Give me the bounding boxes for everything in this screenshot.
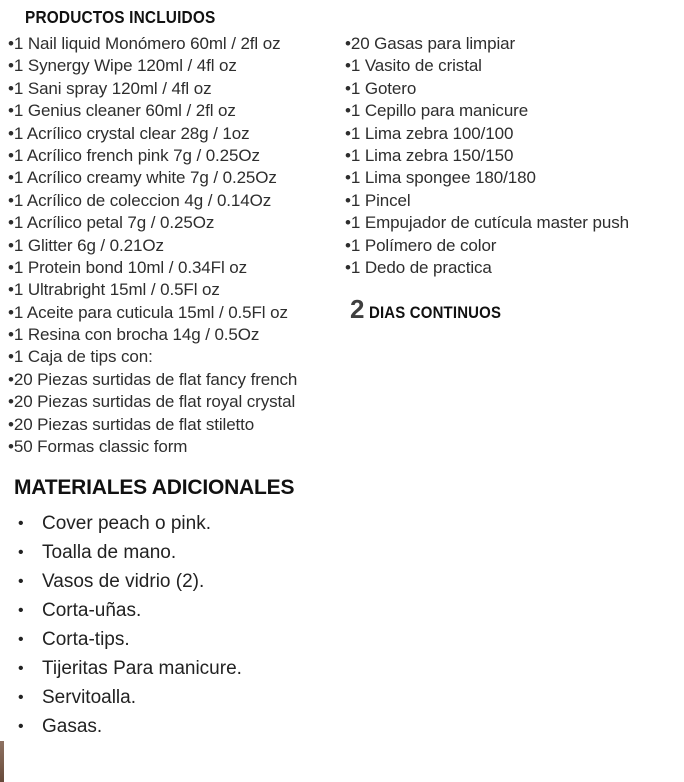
bullet-icon: • — [18, 631, 24, 648]
material-item — [18, 654, 242, 683]
product-item: •1 Vasito de cristal — [345, 56, 482, 76]
product-item: •20 Piezas surtidas de flat royal crystal — [8, 392, 296, 412]
product-item: •1 Gotero — [345, 78, 417, 98]
products-left-column — [8, 33, 297, 458]
material-item-label: Gasas. — [42, 716, 103, 737]
product-item: •1 Dedo de practica — [345, 257, 492, 277]
material-item-label: Vasos de vidrio (2). — [42, 571, 205, 592]
product-item: •1 Acrílico crystal clear 28g / 1oz — [8, 123, 250, 143]
product-item: •1 Lima zebra 100/100 — [345, 123, 514, 143]
product-item: •1 Synergy Wipe 120ml / 4fl oz — [8, 56, 237, 76]
product-item: •1 Ultrabright 15ml / 0.5Fl oz — [8, 280, 220, 300]
material-item — [18, 625, 242, 654]
product-item: •1 Protein bond 10ml / 0.34Fl oz — [8, 257, 248, 277]
product-item: •1 Empujador de cutícula master push — [345, 213, 629, 233]
product-item: •1 Nail liquid Monómero 60ml / 2fl oz — [8, 34, 281, 53]
material-item — [18, 596, 242, 625]
bullet-icon: • — [18, 660, 24, 677]
product-item: •20 Gasas para limpiar — [345, 34, 516, 53]
product-item: •1 Lima zebra 150/150 — [345, 145, 514, 165]
material-item-label: Tijeritas Para manicure. — [42, 658, 242, 679]
product-item: •1 Pincel — [345, 190, 411, 210]
product-item: •1 Sani spray 120ml / 4fl oz — [8, 78, 212, 98]
product-item: •1 Acrílico french pink 7g / 0.25Oz — [8, 145, 260, 165]
product-item: •1 Genius cleaner 60ml / 2fl oz — [8, 101, 236, 121]
material-item — [18, 538, 242, 567]
product-item: •1 Caja de tips con: — [8, 347, 153, 367]
material-item-label: Cover peach o pink. — [42, 513, 211, 534]
material-item — [18, 509, 242, 538]
additional-materials-heading: MATERIALES ADICIONALES — [14, 476, 295, 499]
product-item: •1 Lima spongee 180/180 — [345, 168, 536, 188]
accent-bar — [0, 741, 4, 782]
product-item: •20 Piezas surtidas de flat stiletto — [8, 414, 255, 434]
duration-number: 2 — [350, 294, 365, 324]
products-included-heading: PRODUCTOS INCLUIDOS — [25, 7, 216, 27]
bullet-icon: • — [18, 602, 24, 619]
bullet-icon: • — [18, 718, 24, 735]
material-item-label: Toalla de mano. — [42, 542, 177, 563]
product-item: •20 Piezas surtidas de flat fancy french — [8, 369, 298, 389]
product-item: •1 Glitter 6g / 0.21Oz — [8, 235, 164, 255]
product-item: •50 Formas classic form — [8, 437, 188, 457]
materials-list — [18, 509, 242, 741]
bullet-icon: • — [18, 515, 24, 532]
bullet-icon: • — [18, 573, 24, 590]
material-item-label: Servitoalla. — [42, 687, 136, 708]
bullet-icon: • — [18, 544, 24, 561]
product-item: •1 Acrílico petal 7g / 0.25Oz — [8, 213, 215, 233]
product-item: •1 Acrílico de coleccion 4g / 0.14Oz — [8, 190, 272, 210]
bullet-icon: • — [18, 689, 24, 706]
product-item: •1 Cepillo para manicure — [345, 101, 529, 121]
duration-line — [350, 294, 520, 325]
product-item: •1 Aceite para cuticula 15ml / 0.5Fl oz — [8, 302, 288, 322]
material-item — [18, 683, 242, 712]
material-item-label: Corta-uñas. — [42, 600, 142, 621]
material-item — [18, 712, 242, 741]
product-item: •1 Resina con brocha 14g / 0.5Oz — [8, 325, 260, 345]
product-item: •1 Polímero de color — [345, 235, 497, 255]
product-item: •1 Acrílico creamy white 7g / 0.25Oz — [8, 168, 277, 188]
products-right-column — [345, 33, 629, 279]
material-item-label: Corta-tips. — [42, 629, 130, 650]
duration-label: DIAS CONTINUOS — [369, 303, 502, 322]
material-item — [18, 567, 242, 596]
